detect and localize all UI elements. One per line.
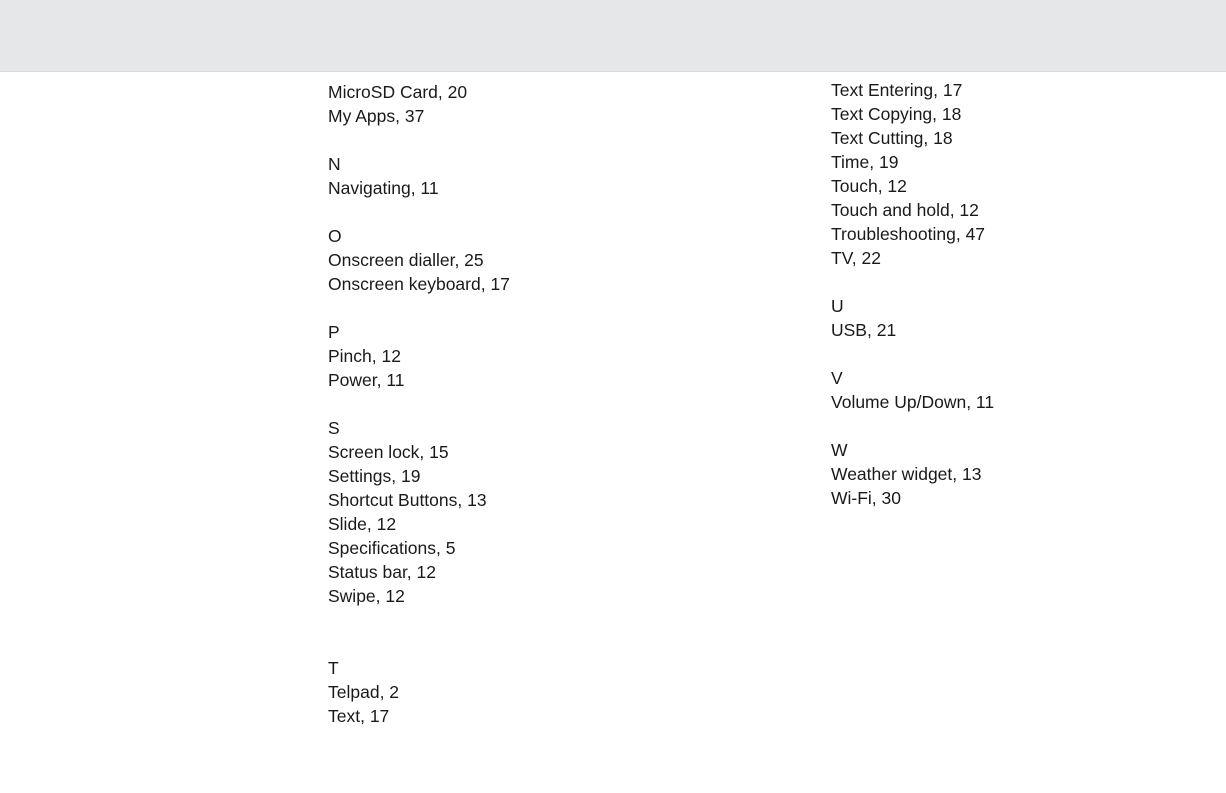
index-spacer bbox=[831, 270, 994, 294]
index-column-left bbox=[328, 80, 510, 728]
index-entry: My Apps, 37 bbox=[328, 106, 425, 126]
index-letter-heading: N bbox=[328, 154, 341, 174]
header-divider bbox=[0, 71, 1226, 72]
index-letter-heading: S bbox=[328, 418, 340, 438]
index-entry: Troubleshooting, 47 bbox=[831, 224, 986, 244]
index-entry: Power, 11 bbox=[328, 370, 405, 390]
index-entry: Telpad, 2 bbox=[328, 682, 400, 702]
index-letter-heading: W bbox=[831, 440, 848, 460]
index-spacer bbox=[328, 296, 510, 320]
index-letter-heading: T bbox=[328, 658, 339, 678]
index-spacer bbox=[328, 608, 510, 656]
index-entry: Text, 17 bbox=[328, 706, 390, 726]
index-entry: Text Cutting, 18 bbox=[831, 128, 953, 148]
index-entry: Text Entering, 17 bbox=[831, 80, 963, 100]
index-entry: Settings, 19 bbox=[328, 466, 421, 486]
index-spacer bbox=[328, 200, 510, 224]
index-entry: USB, 21 bbox=[831, 320, 897, 340]
index-entry: TV, 22 bbox=[831, 248, 881, 268]
index-entry: Screen lock, 15 bbox=[328, 442, 449, 462]
page-header-band bbox=[0, 0, 1226, 71]
index-entry: Swipe, 12 bbox=[328, 586, 405, 606]
index-column-right bbox=[831, 78, 994, 510]
index-entry: Text Copying, 18 bbox=[831, 104, 962, 124]
index-entry: Time, 19 bbox=[831, 152, 899, 172]
index-entry: Status bar, 12 bbox=[328, 562, 436, 582]
index-letter-heading: V bbox=[831, 368, 843, 388]
index-entry: Onscreen dialler, 25 bbox=[328, 250, 484, 270]
index-entry: Weather widget, 13 bbox=[831, 464, 982, 484]
index-entry: Shortcut Buttons, 13 bbox=[328, 490, 487, 510]
index-entry: Specifications, 5 bbox=[328, 538, 456, 558]
index-entry: Navigating, 11 bbox=[328, 178, 439, 198]
index-spacer bbox=[328, 392, 510, 416]
index-entry: Onscreen keyboard, 17 bbox=[328, 274, 510, 294]
index-spacer bbox=[328, 128, 510, 152]
index-entry: Touch, 12 bbox=[831, 176, 907, 196]
index-entry: MicroSD Card, 20 bbox=[328, 82, 468, 102]
index-letter-heading: P bbox=[328, 322, 340, 342]
index-letter-heading: U bbox=[831, 296, 844, 316]
index-spacer bbox=[831, 342, 994, 366]
index-entry: Touch and hold, 12 bbox=[831, 200, 979, 220]
index-letter-heading: O bbox=[328, 226, 342, 246]
index-entry: Volume Up/Down, 11 bbox=[831, 392, 995, 412]
index-spacer bbox=[831, 414, 994, 438]
index-entry: Slide, 12 bbox=[328, 514, 397, 534]
index-entry: Pinch, 12 bbox=[328, 346, 401, 366]
index-entry: Wi-Fi, 30 bbox=[831, 488, 901, 508]
